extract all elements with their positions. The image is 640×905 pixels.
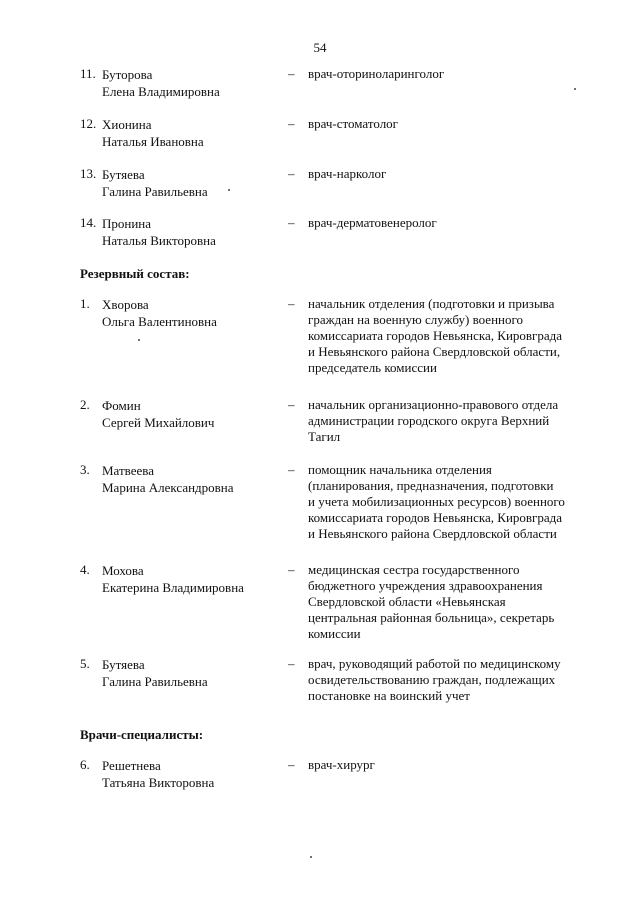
reserve-heading: Резервный состав:: [80, 266, 190, 281]
role-line: (планирования, предназначения, подготовки: [308, 478, 554, 493]
member-role: [308, 116, 638, 132]
scan-speck: [228, 189, 230, 191]
role-dash: –: [288, 656, 295, 671]
member-given-names: Галина Равильевна: [102, 184, 208, 199]
member-name: [102, 66, 292, 100]
role-line: начальник организационно-правового отдела: [308, 397, 559, 412]
entry-number: 13.: [80, 166, 97, 181]
role-line: Тагил: [308, 429, 341, 444]
member-role: [308, 562, 638, 642]
role-line: врач-оториноларинголог: [308, 66, 445, 81]
member-surname: Буторова: [102, 67, 153, 82]
role-dash: –: [288, 397, 295, 412]
page-number: 54: [313, 40, 327, 55]
role-line: и Невьянского района Свердловской области,: [308, 344, 561, 359]
scan-speck: [310, 856, 312, 858]
member-name: [102, 116, 292, 150]
entry-number: 12.: [80, 116, 97, 131]
role-line: и учета мобилизационных ресурсов) военного: [308, 494, 565, 509]
role-line: помощник начальника отделения: [308, 462, 492, 477]
member-surname: Мохова: [102, 563, 144, 578]
role-line: врач-нарколог: [308, 166, 387, 181]
member-surname: Хионина: [102, 117, 152, 132]
member-given-names: Елена Владимировна: [102, 84, 220, 99]
member-name: [102, 166, 292, 200]
member-surname: Бутяева: [102, 657, 145, 672]
role-dash: –: [288, 215, 295, 230]
role-line: комиссариата городов Невьянска, Кировграда: [308, 510, 563, 525]
member-name: [102, 215, 292, 249]
member-given-names: Татьяна Викторовна: [102, 775, 215, 790]
role-line: медицинская сестра государственного: [308, 562, 520, 577]
member-surname: Бутяева: [102, 167, 145, 182]
role-line: врач-дерматовенеролог: [308, 215, 437, 230]
entry-number: 6.: [80, 757, 90, 772]
entry-number: 3.: [80, 462, 90, 477]
role-line: освидетельствованию граждан, подлежащих: [308, 672, 556, 687]
role-line: председатель комиссии: [308, 360, 437, 375]
member-name: [102, 656, 292, 690]
scan-speck: [138, 339, 140, 341]
entry-number: 5.: [80, 656, 90, 671]
member-given-names: Сергей Михайлович: [102, 415, 215, 430]
entry-number: 2.: [80, 397, 90, 412]
member-role: [308, 215, 638, 231]
member-role: [308, 757, 638, 773]
member-given-names: Ольга Валентиновна: [102, 314, 217, 329]
member-surname: Хворова: [102, 297, 149, 312]
entry-number: 4.: [80, 562, 90, 577]
role-line: администрации городского округа Верхний: [308, 413, 550, 428]
role-line: Свердловской области «Невьянская: [308, 594, 506, 609]
member-given-names: Галина Равильевна: [102, 674, 208, 689]
member-surname: Решетнева: [102, 758, 161, 773]
role-line: и Невьянского района Свердловской области: [308, 526, 557, 541]
member-role: [308, 66, 638, 82]
member-name: [102, 296, 292, 330]
member-role: [308, 397, 638, 445]
entry-number: 1.: [80, 296, 90, 311]
role-line: начальник отделения (подготовки и призыва: [308, 296, 555, 311]
role-line: граждан на военную службу) военного: [308, 312, 524, 327]
entry-number: 14.: [80, 215, 97, 230]
member-surname: Пронина: [102, 216, 152, 231]
member-surname: Фомин: [102, 398, 141, 413]
member-given-names: Наталья Ивановна: [102, 134, 204, 149]
member-name: [102, 757, 292, 791]
member-surname: Матвеева: [102, 463, 155, 478]
member-role: [308, 296, 638, 376]
member-role: [308, 462, 638, 542]
member-given-names: Екатерина Владимировна: [102, 580, 244, 595]
member-role: [308, 656, 638, 704]
role-dash: –: [288, 296, 295, 311]
role-line: комиссии: [308, 626, 361, 641]
role-dash: –: [288, 66, 295, 81]
member-role: [308, 166, 638, 182]
role-dash: –: [288, 116, 295, 131]
role-line: бюджетного учреждения здравоохранения: [308, 578, 543, 593]
scan-speck: [574, 88, 576, 90]
doctors-heading: Врачи-специалисты:: [80, 727, 204, 742]
entry-number: 11.: [80, 66, 96, 81]
role-line: постановке на воинский учет: [308, 688, 470, 703]
member-given-names: Марина Александровна: [102, 480, 234, 495]
member-name: [102, 562, 292, 596]
role-line: врач-стоматолог: [308, 116, 399, 131]
member-name: [102, 462, 292, 496]
role-line: комиссариата городов Невьянска, Кировграда: [308, 328, 563, 343]
role-dash: –: [288, 462, 295, 477]
member-given-names: Наталья Викторовна: [102, 233, 216, 248]
role-line: врач-хирург: [308, 757, 375, 772]
role-dash: –: [288, 166, 295, 181]
role-line: врач, руководящий работой по медицинскому: [308, 656, 561, 671]
role-line: центральная районная больница», секретарь: [308, 610, 555, 625]
role-dash: –: [288, 562, 295, 577]
member-name: [102, 397, 292, 431]
role-dash: –: [288, 757, 295, 772]
